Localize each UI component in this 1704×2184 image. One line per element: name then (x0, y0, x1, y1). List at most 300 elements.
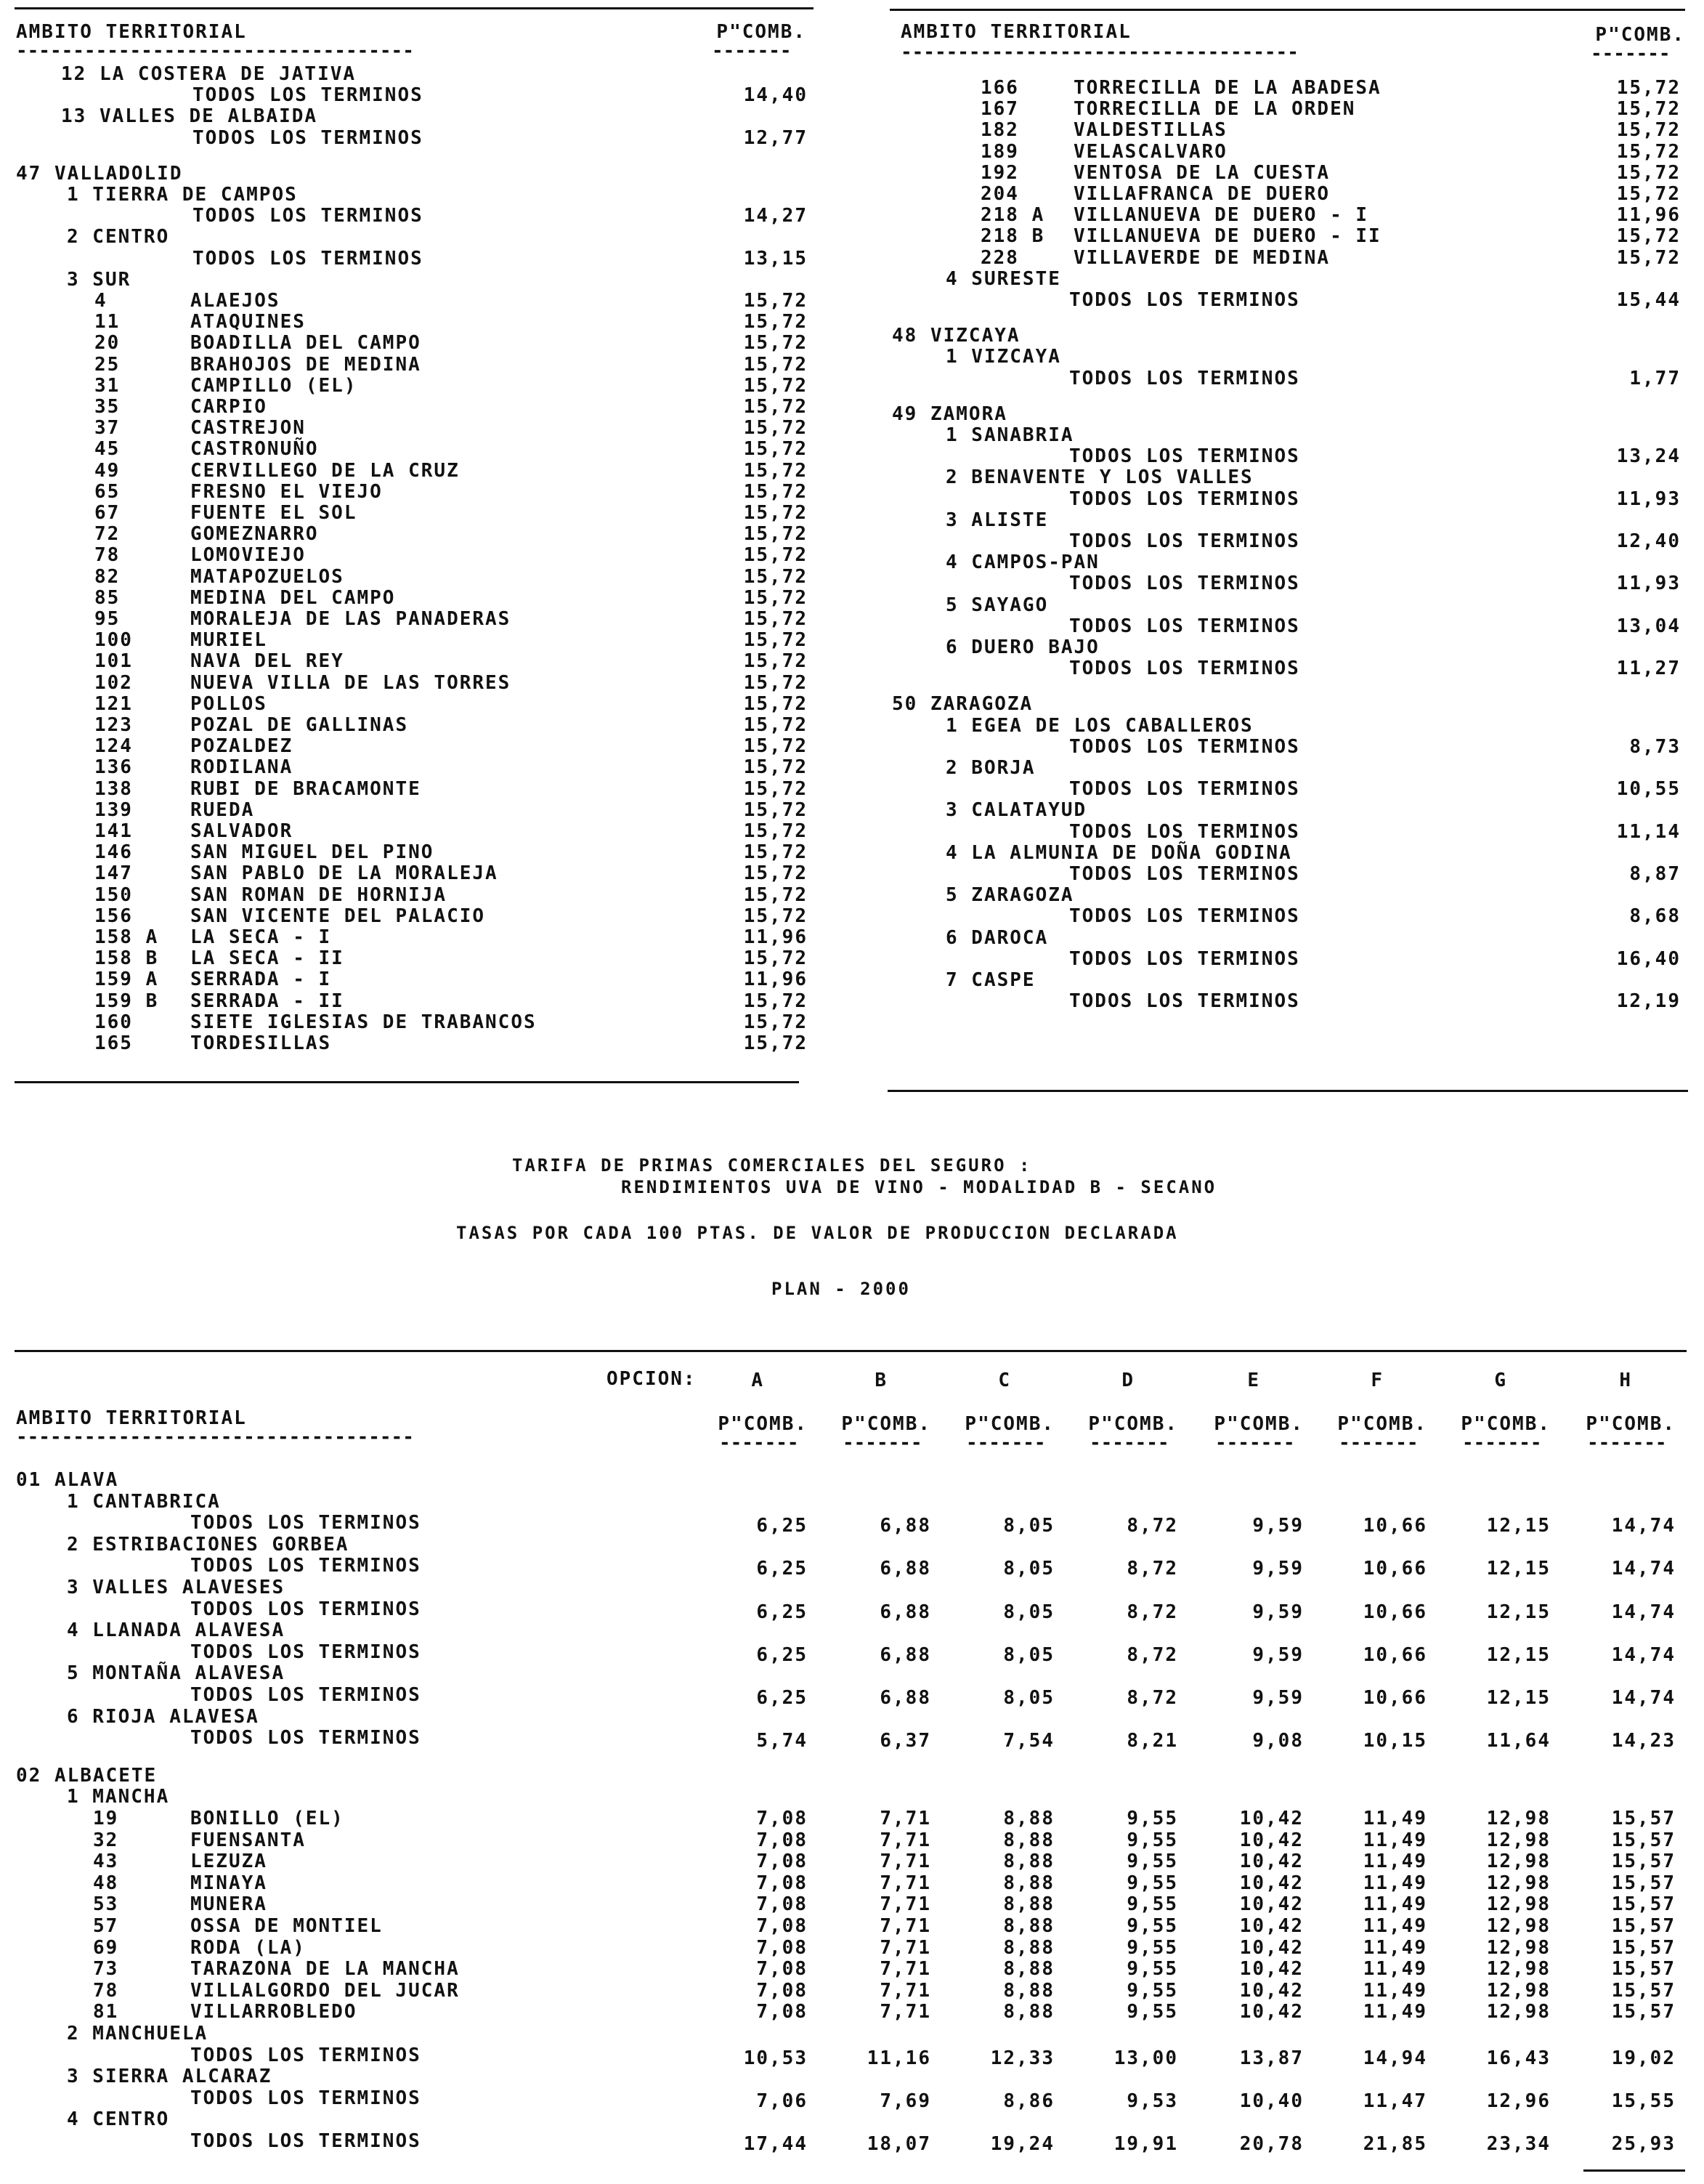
pcomb-value-h: 14,74 (1611, 1515, 1676, 1537)
terms-label: TODOS LOS TERMINOS (1069, 778, 1300, 801)
municipality-name: VILLARROBLEDO (190, 2001, 357, 2023)
pcomb-value-h: 14,74 (1611, 1687, 1676, 1709)
pcomb-value-d: 8,21 (1127, 1730, 1178, 1752)
right-header-pcomb-dashes: ------- (1591, 43, 1671, 65)
pcomb-value: 15,72 (743, 820, 808, 842)
municipality-name: CAMPILLO (EL) (190, 374, 357, 397)
municipality-code: 138 (94, 777, 133, 800)
pcomb-value-h: 15,57 (1611, 1829, 1676, 1851)
comarca-label: 2 MANCHUELA (67, 2023, 208, 2045)
municipality-code: 78 (93, 1979, 119, 2002)
pcomb-value-a: 7,08 (756, 1915, 808, 1937)
pcomb-value: 15,72 (1616, 140, 1681, 163)
pcomb-value-a: 6,25 (756, 1643, 808, 1666)
pcomb-value-c: 8,88 (1003, 1893, 1055, 1916)
top-right-rule (890, 9, 1685, 11)
pcomb-value: 13,24 (1616, 445, 1681, 468)
pcomb-value: 15,72 (743, 544, 808, 567)
pcomb-value: 15,72 (743, 1032, 808, 1054)
pcomb-value-h: 14,74 (1611, 1558, 1676, 1580)
pcomb-value-a: 7,08 (756, 2001, 808, 2023)
municipality-code: 150 (94, 883, 133, 906)
municipality-code: 123 (94, 714, 133, 736)
municipality-name: OSSA DE MONTIEL (190, 1915, 383, 1937)
pcomb-value-d: 8,72 (1127, 1601, 1178, 1623)
municipality-name: SAN PABLO DE LA MORALEJA (190, 862, 498, 885)
pcomb-value: 15,72 (743, 714, 808, 736)
comarca-label: 1 VIZCAYA (946, 346, 1061, 368)
pcomb-value-c: 8,05 (1003, 1643, 1055, 1666)
municipality-name: LOMOVIEJO (190, 544, 306, 567)
pcomb-value-f: 21,85 (1363, 2133, 1427, 2155)
municipality-name: BRAHOJOS DE MEDINA (190, 353, 421, 376)
comarca-label: 3 SIERRA ALCARAZ (67, 2066, 272, 2088)
pcomb-value-a: 7,08 (756, 1829, 808, 1851)
comarca-label: 3 ALISTE (946, 509, 1049, 531)
municipality-name: POZAL DE GALLINAS (190, 714, 409, 736)
pcomb-value-e: 9,59 (1252, 1601, 1304, 1623)
pcomb-value: 11,96 (743, 968, 808, 991)
pcomb-value-a: 10,53 (743, 2047, 808, 2069)
municipality-name: MUNERA (190, 1893, 267, 1916)
comarca-label: 5 MONTAÑA ALAVESA (67, 1662, 285, 1685)
left-header-pcomb-dashes: ------- (712, 40, 792, 62)
municipality-code: 182 (981, 119, 1019, 142)
municipality-code: 218 B (981, 225, 1045, 248)
terms-label: TODOS LOS TERMINOS (1069, 990, 1300, 1013)
pcomb-value: 15,72 (1616, 119, 1681, 142)
bottom-header-ambito-dashes: ----------------------------------- (16, 1426, 414, 1448)
pcomb-value-g: 12,98 (1486, 1872, 1551, 1894)
municipality-code: 136 (94, 756, 133, 779)
pcomb-value-e: 9,59 (1252, 1558, 1304, 1580)
pcomb-value-g: 11,64 (1486, 1730, 1551, 1752)
municipality-name: MATAPOZUELOS (190, 565, 344, 588)
pcomb-value-g: 12,98 (1486, 1915, 1551, 1937)
municipality-code: 19 (93, 1808, 119, 1829)
pcomb-value-f: 10,66 (1363, 1687, 1427, 1709)
municipality-name: RUEDA (190, 798, 255, 821)
option-pcomb-dashes: ------- (1215, 1432, 1295, 1454)
pcomb-value: 15,72 (743, 692, 808, 715)
pcomb-value: 15,72 (743, 374, 808, 397)
comarca-label: 3 SUR (67, 268, 131, 291)
pcomb-value: 15,72 (743, 353, 808, 376)
pcomb-value-h: 15,55 (1611, 2090, 1676, 2112)
pcomb-value-f: 11,49 (1363, 1872, 1427, 1894)
municipality-code: 69 (93, 1936, 119, 1959)
pcomb-value-b: 7,71 (880, 2001, 931, 2023)
municipality-name: LA SECA - II (190, 947, 344, 970)
province-label: 50 ZARAGOZA (892, 693, 1034, 716)
pcomb-value-d: 13,00 (1113, 2047, 1178, 2069)
pcomb-value-g: 23,34 (1486, 2133, 1551, 2155)
terms-label: TODOS LOS TERMINOS (190, 1512, 421, 1534)
title-line-3: TASAS POR CADA 100 PTAS. DE VALOR DE PRODUCCION DECLARADA (456, 1223, 1179, 1243)
comarca-label: 4 CENTRO (67, 2108, 170, 2131)
municipality-code: 204 (981, 183, 1019, 205)
terms-label: 12 LA COSTERA DE JATIVA (61, 63, 357, 85)
comarca-label: 4 LA ALMUNIA DE DOÑA GODINA (946, 841, 1292, 864)
pcomb-value-e: 10,42 (1239, 1808, 1304, 1829)
pcomb-value-h: 14,74 (1611, 1643, 1676, 1666)
pcomb-value-b: 7,69 (880, 2090, 931, 2112)
pcomb-value-e: 10,42 (1239, 1829, 1304, 1851)
pcomb-value-c: 8,05 (1003, 1687, 1055, 1709)
comarca-label: 1 CANTABRICA (67, 1490, 221, 1513)
option-pcomb-dashes: ------- (843, 1432, 922, 1454)
pcomb-value-f: 11,47 (1363, 2090, 1427, 2112)
pcomb-value-b: 6,88 (880, 1643, 931, 1666)
comarca-label: 6 DAROCA (946, 926, 1049, 949)
pcomb-value-e: 10,42 (1239, 1915, 1304, 1937)
pcomb-value-e: 20,78 (1239, 2133, 1304, 2155)
pcomb-value: 15,72 (743, 608, 808, 630)
comarca-label: 6 RIOJA ALAVESA (67, 1705, 259, 1728)
pcomb-value: 12,40 (1616, 530, 1681, 552)
comarca-label: 4 SURESTE (946, 267, 1061, 290)
pcomb-value-c: 8,88 (1003, 2001, 1055, 2023)
pcomb-value-b: 7,71 (880, 1915, 931, 1937)
municipality-code: 146 (94, 841, 133, 864)
province-label: 48 VIZCAYA (892, 325, 1021, 347)
pcomb-value: 1,77 (1629, 367, 1681, 389)
municipality-code: 158 B (94, 947, 159, 970)
top-left-rule (15, 7, 814, 9)
pcomb-value-g: 12,98 (1486, 1936, 1551, 1959)
province-label: 01 ALAVA (16, 1469, 119, 1491)
municipality-code: 121 (94, 692, 133, 715)
pcomb-value-a: 7,08 (756, 1958, 808, 1981)
municipality-name: MURIEL (190, 629, 267, 652)
pcomb-value: 15,44 (1616, 289, 1681, 311)
municipality-name: TARAZONA DE LA MANCHA (190, 1958, 460, 1981)
pcomb-value-a: 7,08 (756, 1893, 808, 1916)
municipality-name: FUENSANTA (190, 1829, 306, 1851)
pcomb-value: 15,72 (743, 862, 808, 885)
pcomb-value-a: 6,25 (756, 1558, 808, 1580)
municipality-code: 65 (94, 480, 121, 503)
municipality-name: SAN ROMAN DE HORNIJA (190, 883, 447, 906)
pcomb-value-a: 6,25 (756, 1515, 808, 1537)
municipality-name: SERRADA - II (190, 990, 344, 1012)
municipality-code: 81 (93, 2001, 119, 2023)
pcomb-value: 15,72 (743, 990, 808, 1012)
pcomb-value-h: 15,57 (1611, 1915, 1676, 1937)
pcomb-value-c: 8,88 (1003, 1808, 1055, 1829)
pcomb-value-a: 7,08 (756, 1851, 808, 1873)
pcomb-value-b: 7,71 (880, 1808, 931, 1829)
municipality-code: 218 A (981, 204, 1045, 227)
municipality-code: 102 (94, 671, 133, 694)
pcomb-value: 15,72 (743, 438, 808, 461)
pcomb-value-d: 9,55 (1127, 2001, 1178, 2023)
pcomb-value: 15,72 (743, 290, 808, 312)
option-pcomb-label: P"COMB. (1461, 1413, 1551, 1435)
municipality-code: 141 (94, 820, 133, 842)
pcomb-value: 15,72 (743, 523, 808, 546)
terms-label: TODOS LOS TERMINOS (1069, 658, 1300, 680)
pcomb-value-e: 10,42 (1239, 1851, 1304, 1873)
pcomb-value-c: 8,88 (1003, 1851, 1055, 1873)
pcomb-value: 15,72 (743, 650, 808, 673)
pcomb-value: 11,93 (1616, 488, 1681, 510)
pcomb-value: 11,96 (743, 926, 808, 948)
terms-label: TODOS LOS TERMINOS (190, 1727, 421, 1750)
comarca-label: 3 VALLES ALAVESES (67, 1577, 285, 1598)
pcomb-value-h: 19,02 (1611, 2047, 1676, 2069)
pcomb-value: 15,72 (1616, 246, 1681, 269)
pcomb-value-b: 6,88 (880, 1515, 931, 1537)
pcomb-value-f: 10,66 (1363, 1643, 1427, 1666)
pcomb-value: 15,72 (743, 777, 808, 800)
municipality-name: POLLOS (190, 692, 267, 715)
municipality-name: SALVADOR (190, 820, 293, 842)
comarca-label: 1 SANABRIA (946, 424, 1074, 446)
terms-label: TODOS LOS TERMINOS (1069, 735, 1300, 758)
pcomb-value-e: 10,42 (1239, 1893, 1304, 1916)
pcomb-value-b: 7,71 (880, 1851, 931, 1873)
municipality-name: VILLALGORDO DEL JUCAR (190, 1979, 460, 2002)
pcomb-value: 15,72 (743, 671, 808, 694)
terms-label: TODOS LOS TERMINOS (190, 1555, 421, 1577)
terms-label: TODOS LOS TERMINOS (190, 1598, 421, 1620)
municipality-name: CARPIO (190, 396, 267, 418)
municipality-name: NUEVA VILLA DE LAS TORRES (190, 671, 511, 694)
municipality-code: 57 (93, 1915, 119, 1937)
pcomb-value-b: 7,71 (880, 1872, 931, 1894)
opcion-label: OPCION: (606, 1368, 697, 1390)
pcomb-value: 8,73 (1629, 735, 1681, 758)
pcomb-value-g: 12,15 (1486, 1687, 1551, 1709)
province-label: 49 ZAMORA (892, 403, 1007, 425)
terms-label: TODOS LOS TERMINOS (190, 1684, 421, 1706)
pcomb-value: 15,72 (1616, 225, 1681, 248)
terms-label: TODOS LOS TERMINOS (190, 2130, 421, 2152)
pcomb-value: 13,15 (743, 247, 808, 270)
pcomb-value-f: 10,66 (1363, 1601, 1427, 1623)
municipality-name: TORRECILLA DE LA ABADESA (1074, 77, 1382, 99)
pcomb-value-g: 12,15 (1486, 1601, 1551, 1623)
pcomb-value-d: 19,91 (1113, 2133, 1178, 2155)
municipality-name: MINAYA (190, 1872, 267, 1894)
pcomb-value-d: 8,72 (1127, 1558, 1178, 1580)
pcomb-value-c: 8,88 (1003, 1958, 1055, 1981)
pcomb-value: 11,27 (1616, 658, 1681, 680)
municipality-code: 165 (94, 1032, 133, 1054)
pcomb-value: 11,96 (1616, 204, 1681, 227)
terms-label: TODOS LOS TERMINOS (1069, 820, 1300, 843)
municipality-code: 147 (94, 862, 133, 885)
pcomb-value-h: 15,57 (1611, 1958, 1676, 1981)
terms-label: TODOS LOS TERMINOS (1069, 530, 1300, 552)
pcomb-value-b: 6,88 (880, 1558, 931, 1580)
title-line-1: TARIFA DE PRIMAS COMERCIALES DEL SEGURO : (512, 1155, 1032, 1176)
pcomb-value-c: 8,88 (1003, 1915, 1055, 1937)
municipality-code: 37 (94, 417, 121, 440)
municipality-code: 43 (93, 1851, 119, 1873)
pcomb-value: 15,72 (743, 480, 808, 503)
option-pcomb-label: P"COMB. (1088, 1413, 1178, 1435)
pcomb-value-c: 8,88 (1003, 1829, 1055, 1851)
pcomb-value-b: 6,88 (880, 1601, 931, 1623)
option-pcomb-dashes: ------- (1090, 1432, 1169, 1454)
option-header-a: A (751, 1370, 764, 1391)
municipality-code: 101 (94, 650, 133, 673)
pcomb-value-e: 10,42 (1239, 1936, 1304, 1959)
pcomb-value: 15,72 (743, 841, 808, 864)
municipality-code: 85 (94, 586, 121, 609)
pcomb-value-a: 17,44 (743, 2133, 808, 2155)
municipality-name: POZALDEZ (190, 735, 293, 758)
pcomb-value: 11,14 (1616, 820, 1681, 843)
pcomb-value-h: 15,57 (1611, 1872, 1676, 1894)
municipality-code: 11 (94, 311, 121, 333)
pcomb-value-c: 8,05 (1003, 1515, 1055, 1537)
municipality-code: 35 (94, 396, 121, 418)
pcomb-value-g: 12,15 (1486, 1515, 1551, 1537)
pcomb-value-c: 8,88 (1003, 1979, 1055, 2002)
terms-label: TODOS LOS TERMINOS (1069, 905, 1300, 928)
comarca-label: 4 LLANADA ALAVESA (67, 1619, 285, 1642)
pcomb-value-g: 12,98 (1486, 1851, 1551, 1873)
municipality-code: 139 (94, 798, 133, 821)
pcomb-value-f: 11,49 (1363, 1808, 1427, 1829)
comarca-label: 7 CASPE (946, 969, 1036, 991)
municipality-name: LEZUZA (190, 1851, 267, 1873)
option-header-f: F (1371, 1370, 1384, 1391)
comarca-label: 1 MANCHA (67, 1786, 170, 1808)
municipality-code: 73 (93, 1958, 119, 1981)
pcomb-value-e: 10,42 (1239, 1958, 1304, 1981)
pcomb-value-b: 6,88 (880, 1687, 931, 1709)
municipality-name: SAN VICENTE DEL PALACIO (190, 905, 486, 927)
pcomb-value: 15,72 (1616, 77, 1681, 99)
option-header-c: C (998, 1370, 1011, 1391)
pcomb-value-f: 10,15 (1363, 1730, 1427, 1752)
pcomb-value: 15,72 (743, 311, 808, 333)
pcomb-value: 15,72 (743, 947, 808, 970)
pcomb-value-f: 11,49 (1363, 2001, 1427, 2023)
pcomb-value-d: 9,55 (1127, 1872, 1178, 1894)
pcomb-value-g: 12,96 (1486, 2090, 1551, 2112)
pcomb-value-d: 9,55 (1127, 1915, 1178, 1937)
pcomb-value-d: 9,55 (1127, 1936, 1178, 1959)
pcomb-value-d: 9,53 (1127, 2090, 1178, 2112)
pcomb-value: 15,72 (743, 735, 808, 758)
bottom-table-top-rule (15, 1350, 1687, 1352)
pcomb-value-a: 7,06 (756, 2090, 808, 2112)
pcomb-value-g: 16,43 (1486, 2047, 1551, 2069)
pcomb-value-h: 15,57 (1611, 1851, 1676, 1873)
pcomb-value-f: 11,49 (1363, 1958, 1427, 1981)
option-pcomb-label: P"COMB. (841, 1413, 931, 1435)
municipality-code: 159 A (94, 968, 159, 991)
pcomb-value-d: 9,55 (1127, 1829, 1178, 1851)
right-header-ambito-dashes: ----------------------------------- (901, 41, 1299, 63)
municipality-name: GOMEZNARRO (190, 523, 319, 546)
pcomb-value-h: 15,57 (1611, 1979, 1676, 2002)
right-panel-bottom-rule (888, 1090, 1688, 1092)
municipality-name: SAN MIGUEL DEL PINO (190, 841, 434, 864)
pcomb-value: 15,72 (1616, 161, 1681, 184)
municipality-code: 166 (981, 77, 1019, 99)
pcomb-value-a: 6,25 (756, 1601, 808, 1623)
terms-label: TODOS LOS TERMINOS (190, 2044, 421, 2066)
pcomb-value-g: 12,98 (1486, 1808, 1551, 1829)
municipality-name: VILLANUEVA DE DUERO - I (1074, 204, 1369, 227)
municipality-name: VILLAFRANCA DE DUERO (1074, 183, 1331, 205)
pcomb-value-f: 11,49 (1363, 1936, 1427, 1959)
pcomb-value-d: 9,55 (1127, 1808, 1178, 1829)
municipality-name: CASTRONUÑO (190, 438, 319, 461)
title-line-4: PLAN - 2000 (771, 1279, 911, 1299)
municipality-name: SIETE IGLESIAS DE TRABANCOS (190, 1011, 537, 1033)
pcomb-value-e: 10,42 (1239, 2001, 1304, 2023)
comarca-label: 1 EGEA DE LOS CABALLEROS (946, 714, 1254, 737)
pcomb-value-g: 12,15 (1486, 1558, 1551, 1580)
pcomb-value-f: 11,49 (1363, 1851, 1427, 1873)
pcomb-value: 15,72 (743, 502, 808, 524)
bottom-page-rule (1583, 2169, 1685, 2172)
municipality-code: 82 (94, 565, 121, 588)
option-pcomb-label: P"COMB. (1214, 1413, 1304, 1435)
pcomb-value-f: 10,66 (1363, 1558, 1427, 1580)
option-pcomb-dashes: ------- (1462, 1432, 1542, 1454)
pcomb-value-h: 15,57 (1611, 2001, 1676, 2023)
pcomb-value-f: 11,49 (1363, 1979, 1427, 2002)
pcomb-value-d: 9,55 (1127, 1893, 1178, 1916)
pcomb-value-h: 14,74 (1611, 1601, 1676, 1623)
pcomb-value-g: 12,98 (1486, 2001, 1551, 2023)
pcomb-value-e: 9,59 (1252, 1643, 1304, 1666)
right-header-ambito: AMBITO TERRITORIAL (901, 21, 1132, 43)
pcomb-value-d: 8,72 (1127, 1687, 1178, 1709)
municipality-code: 167 (981, 98, 1019, 121)
pcomb-value-c: 8,86 (1003, 2090, 1055, 2112)
terms-label: TODOS LOS TERMINOS (1069, 367, 1300, 389)
pcomb-value: 14,27 (743, 205, 808, 227)
pcomb-value-c: 7,54 (1003, 1730, 1055, 1752)
comarca-label: 4 CAMPOS-PAN (946, 551, 1100, 574)
municipality-name: VENTOSA DE LA CUESTA (1074, 161, 1331, 184)
pcomb-value: 12,77 (743, 126, 808, 149)
municipality-code: 53 (93, 1893, 119, 1916)
option-header-e: E (1247, 1370, 1260, 1391)
municipality-name: VILLANUEVA DE DUERO - II (1074, 225, 1382, 248)
pcomb-value: 15,72 (743, 396, 808, 418)
municipality-code: 228 (981, 246, 1019, 269)
terms-label: TODOS LOS TERMINOS (1069, 573, 1300, 595)
pcomb-value-b: 7,71 (880, 1958, 931, 1981)
pcomb-value: 16,40 (1616, 947, 1681, 970)
pcomb-value-d: 9,55 (1127, 1851, 1178, 1873)
pcomb-value: 15,72 (743, 905, 808, 927)
municipality-code: 78 (94, 544, 121, 567)
municipality-name: BONILLO (EL) (190, 1808, 344, 1829)
municipality-code: 4 (94, 290, 107, 312)
pcomb-value-a: 7,08 (756, 1936, 808, 1959)
pcomb-value: 15,72 (743, 332, 808, 355)
municipality-name: NAVA DEL REY (190, 650, 344, 673)
option-pcomb-label: P"COMB. (718, 1413, 808, 1435)
municipality-name: RODILANA (190, 756, 293, 779)
pcomb-value-c: 8,88 (1003, 1872, 1055, 1894)
municipality-code: 45 (94, 438, 121, 461)
pcomb-value-g: 12,98 (1486, 1893, 1551, 1916)
municipality-name: CERVILLEGO DE LA CRUZ (190, 459, 460, 482)
comarca-label: 6 DUERO BAJO (946, 636, 1100, 658)
